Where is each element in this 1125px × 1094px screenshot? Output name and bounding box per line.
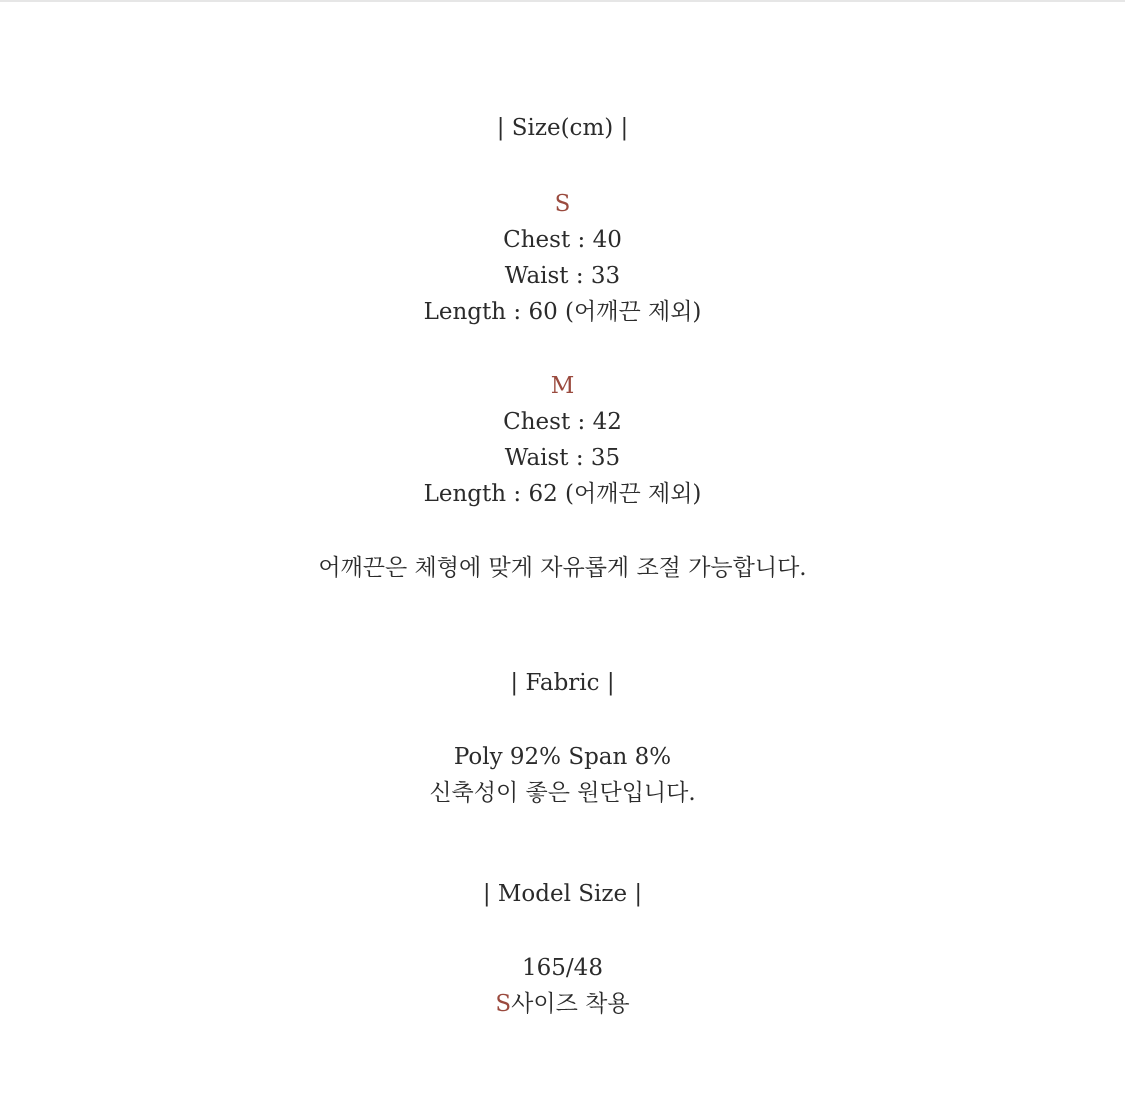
size-s-label: S	[554, 191, 571, 217]
size-m-chest: Chest : 42	[503, 409, 622, 435]
size-m-label: M	[550, 373, 575, 399]
strap-adjust-note: 어깨끈은 체형에 맞게 자유롭게 조절 가능합니다.	[318, 555, 807, 581]
size-s-chest: Chest : 40	[503, 227, 622, 253]
model-size-worn	[0, 989, 1125, 1019]
size-s-length: Length : 60 (어깨끈 제외)	[423, 299, 702, 325]
model-measurements: 165/48	[522, 955, 603, 981]
size-m-waist: Waist : 35	[504, 445, 621, 471]
fabric-section-header: | Fabric |	[510, 670, 615, 696]
fabric-composition: Poly 92% Span 8%	[453, 744, 672, 770]
model-size-worn-suffix: 사이즈 착용	[511, 991, 630, 1017]
size-m-length: Length : 62 (어깨끈 제외)	[423, 481, 702, 507]
size-s-waist: Waist : 33	[504, 263, 621, 289]
model-size-letter: S	[495, 991, 512, 1017]
model-size-section-header: | Model Size |	[482, 881, 643, 907]
fabric-stretch-note: 신축성이 좋은 원단입니다.	[429, 780, 696, 806]
size-section-header: | Size(cm) |	[496, 115, 629, 141]
